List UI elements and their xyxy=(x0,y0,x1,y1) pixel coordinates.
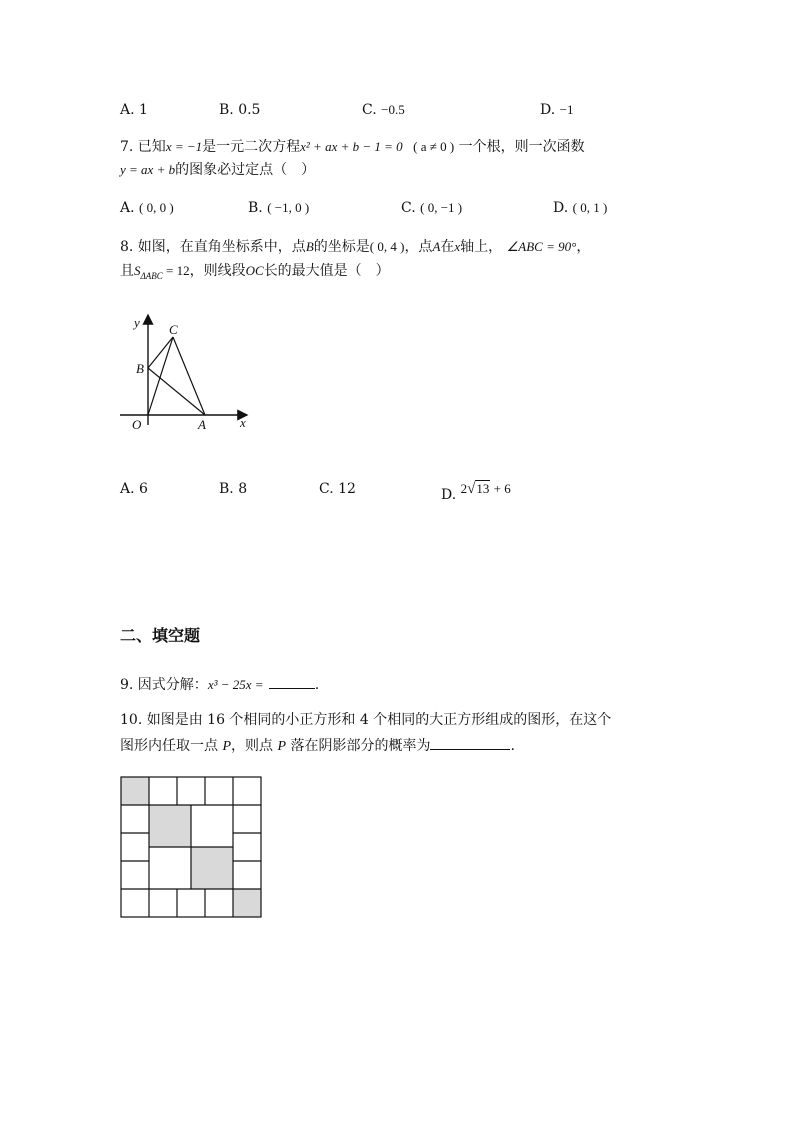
q8-option-d-label: D. xyxy=(441,487,457,503)
shaded-large-square xyxy=(191,847,233,889)
q10-math-p: P xyxy=(222,739,232,754)
q8-math-b: B xyxy=(305,239,314,254)
q8-math-x: x xyxy=(454,239,461,254)
q10-stem-line2 xyxy=(120,735,515,756)
label-x: x xyxy=(240,415,246,430)
q7-text: 7. 已知 xyxy=(120,139,166,155)
q9-math-expression: x³ − 25x = xyxy=(207,677,267,692)
q7-math-linear: y = ax + b xyxy=(120,162,176,177)
q8-option-b: B. 8 xyxy=(219,481,248,497)
q7-option-c xyxy=(401,199,462,217)
label-c: C xyxy=(169,322,178,337)
q8-math-area: S xyxy=(134,263,141,278)
q8-math-area-value: = 12 xyxy=(162,263,190,278)
q6-option-c-value: −0.5 xyxy=(381,102,405,117)
segment-ca xyxy=(173,337,205,415)
q8-option-d-radicand: 13 xyxy=(476,481,490,496)
q8-math-area-sub: ΔABC xyxy=(140,270,163,281)
shaded-small-square xyxy=(233,889,261,917)
q6-option-d-label: D. xyxy=(540,102,556,118)
q7-option-d-value: ( 0, 1 ) xyxy=(572,200,608,215)
q8-stem-line1 xyxy=(120,238,590,256)
q10-grid-figure xyxy=(119,775,263,919)
q6-option-d xyxy=(540,101,573,119)
q8-text: 轴上， xyxy=(460,239,503,255)
q10-text: ，则点 xyxy=(231,738,278,754)
q8-text: ， xyxy=(576,239,591,255)
q9-text: 9. 因式分解： xyxy=(120,677,208,693)
q10-stem-line1: 10. 如图是由 16 个相同的小正方形和 4 个相同的大正方形组成的图形，在这个 xyxy=(120,712,612,728)
q7-math-equation: x² + ax + b − 1 = 0 xyxy=(300,139,403,154)
label-o: O xyxy=(132,417,142,432)
shaded-small-square xyxy=(121,777,149,805)
q8-text: ，点 xyxy=(404,239,433,255)
q10-answer-blank xyxy=(430,735,510,750)
label-y: y xyxy=(134,315,140,330)
q7-option-b-label: B. xyxy=(248,200,263,216)
shaded-large-square xyxy=(149,805,191,847)
q8-text: 且 xyxy=(120,263,134,279)
q8-math-coord: ( 0, 4 ) xyxy=(369,239,405,254)
q9-answer-blank xyxy=(269,674,315,689)
segment-bc xyxy=(148,337,173,368)
q7-option-c-label: C. xyxy=(401,200,416,216)
q6-option-d-value: −1 xyxy=(559,102,574,117)
q7-math-root: x = −1 xyxy=(165,139,203,154)
q7-option-c-value: ( 0, −1 ) xyxy=(420,200,463,215)
q7-stem-line1 xyxy=(120,138,585,156)
q7-option-d xyxy=(553,199,607,217)
q8-option-a: A. 6 xyxy=(120,481,148,497)
segment-ba xyxy=(148,368,205,415)
q8-coordinate-figure xyxy=(110,305,260,435)
q7-option-d-label: D. xyxy=(553,200,569,216)
q7-text: 的图象必过定点（ ） xyxy=(175,162,316,178)
q9-text: . xyxy=(314,677,320,693)
q8-text: ，则线段 xyxy=(189,263,246,279)
q10-text: 图形内任取一点 xyxy=(120,738,223,754)
q8-text: 长的最大值是（ ） xyxy=(263,263,390,279)
q7-math-condition: ( a ≠ 0 ) xyxy=(413,139,455,154)
q10-text: 落在阴影部分的概率为 xyxy=(286,738,431,754)
section-title: 二、填空题 xyxy=(120,626,201,645)
q7-option-a-label: A. xyxy=(120,200,135,216)
q8-option-c: C. 12 xyxy=(319,481,356,497)
q8-option-d-value xyxy=(461,481,511,496)
q6-option-a: A. 1 xyxy=(120,102,148,118)
q7-text: 一个根，则一次函数 xyxy=(458,139,585,155)
q8-math-angle: ∠ABC = 90° xyxy=(506,239,577,254)
q9-stem xyxy=(120,674,319,694)
q8-option-d-rest: + 6 xyxy=(490,481,511,496)
q8-text: 的坐标是 xyxy=(313,239,370,255)
q8-text: 8. 如图，在直角坐标系中，点 xyxy=(120,239,306,255)
q7-option-a-value: ( 0, 0 ) xyxy=(139,200,174,215)
q7-stem-line2 xyxy=(120,161,315,179)
q8-stem-line2 xyxy=(120,262,390,285)
q8-math-oc: OC xyxy=(245,263,264,278)
q6-option-b: B. 0.5 xyxy=(219,102,261,118)
q10-math-p: P xyxy=(277,739,287,754)
q8-text: 在 xyxy=(440,239,455,255)
q8-option-d-coef: 2 xyxy=(460,481,468,496)
q7-option-a xyxy=(120,199,174,217)
label-a: A xyxy=(198,417,206,432)
q8-option-d xyxy=(441,480,511,503)
q7-text: 是一元二次方程 xyxy=(202,139,301,155)
q6-option-c xyxy=(362,101,405,119)
q10-text: . xyxy=(510,738,515,754)
label-b: B xyxy=(136,361,144,376)
q7-option-b-value: ( −1, 0 ) xyxy=(267,200,310,215)
sqrt-sign-icon: √ xyxy=(467,481,476,497)
q6-option-c-label: C. xyxy=(362,102,377,118)
segment-oc xyxy=(148,337,173,415)
q7-option-b xyxy=(248,199,309,217)
q8-math-a: A xyxy=(432,239,441,254)
